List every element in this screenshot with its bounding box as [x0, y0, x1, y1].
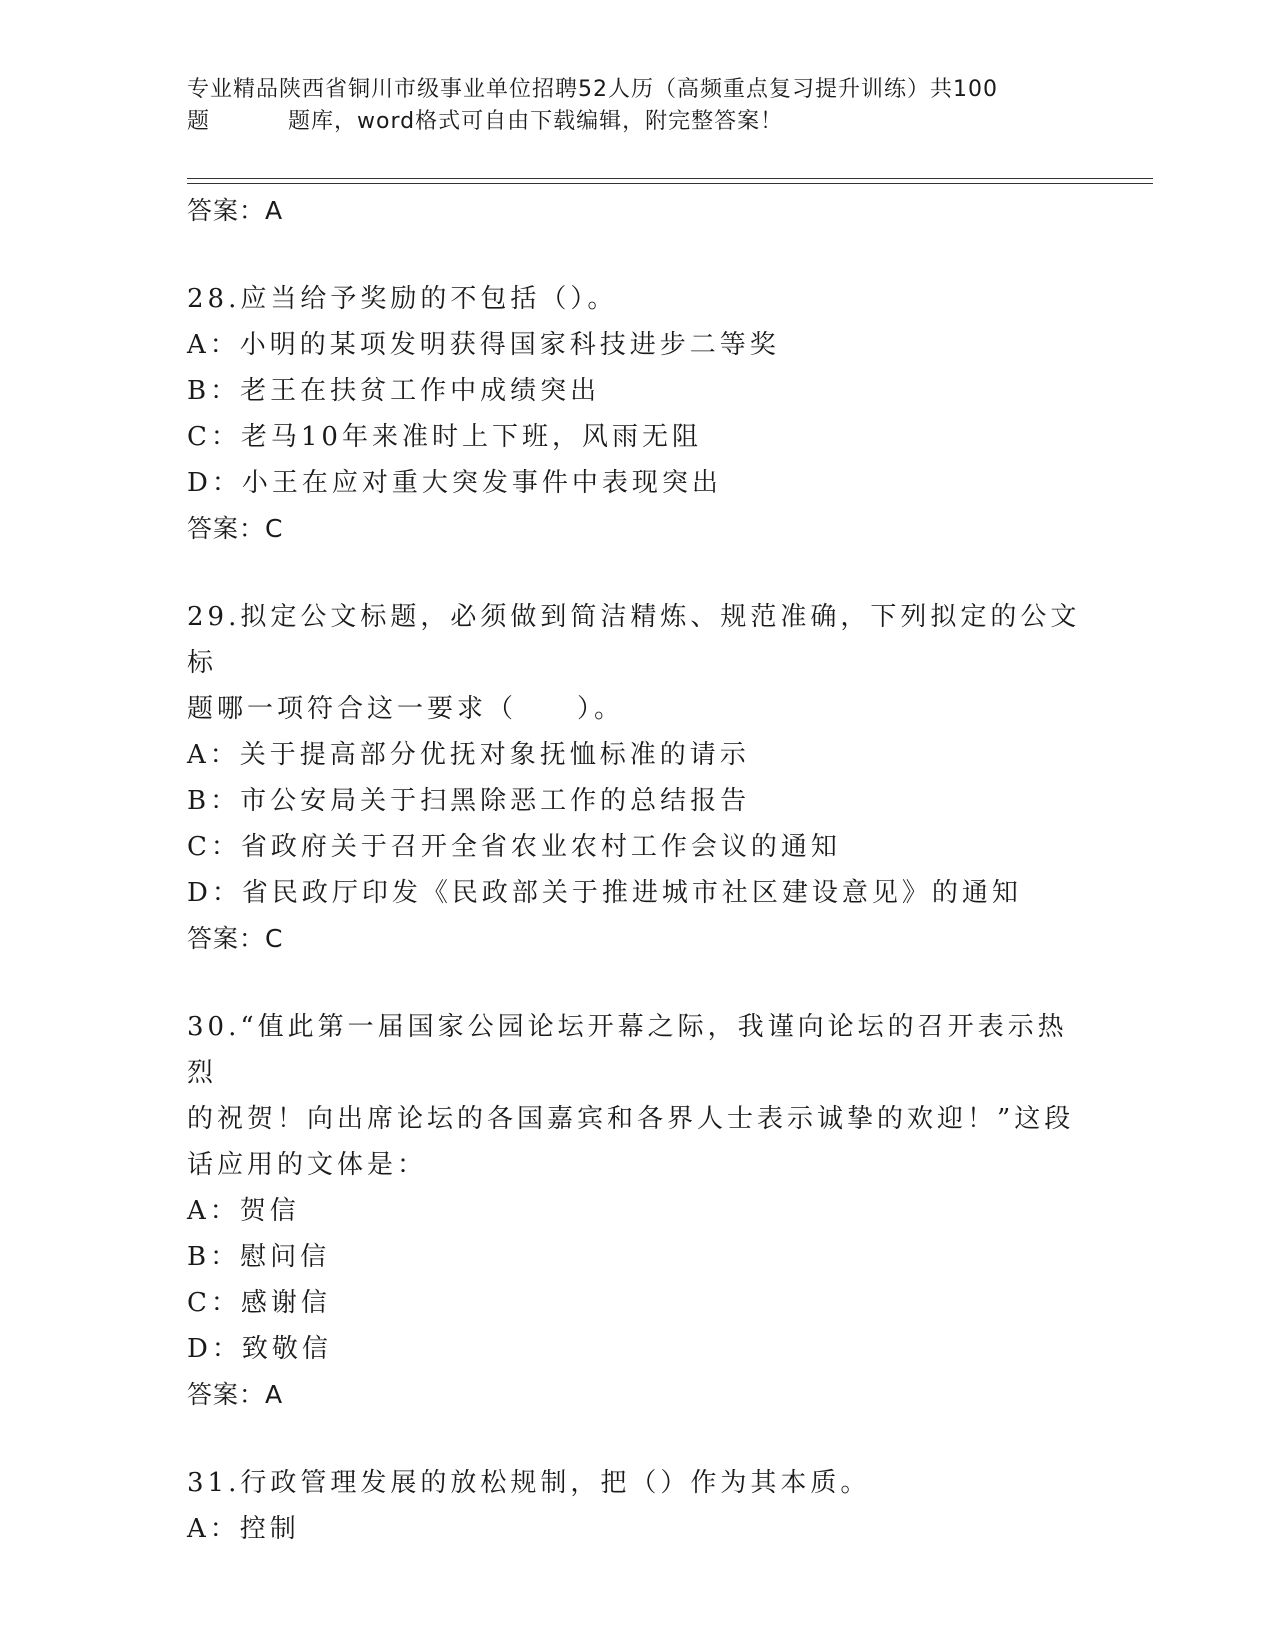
- option-d: D：小王在应对重大突发事件中表现突出: [187, 468, 722, 498]
- question-29: [187, 594, 1087, 732]
- option-a: A：小明的某项发明获得国家科技进步二等奖: [187, 330, 780, 360]
- question-28: [187, 276, 1087, 322]
- option-c: C：老马10年来准时上下班，风雨无阻: [187, 422, 702, 452]
- question-text: 话应用的文体是：: [187, 1150, 428, 1180]
- option-a: A：贺信: [187, 1196, 300, 1226]
- option-d: D：致敬信: [187, 1334, 332, 1364]
- option-b: B：慰问信: [187, 1242, 331, 1272]
- option-a: A：关于提高部分优抚对象抚恤标准的请示: [187, 740, 750, 770]
- question-30: [187, 1004, 1087, 1188]
- header-divider-bottom: [187, 183, 1153, 184]
- question-text: 29.拟定公文标题，必须做到简洁精炼、规范准确，下列拟定的公文标: [187, 602, 1081, 678]
- option-a: A：控制: [187, 1514, 300, 1544]
- option-b: B：市公安局关于扫黑除恶工作的总结报告: [187, 786, 751, 816]
- option-c: C：省政府关于召开全省农业农村工作会议的通知: [187, 832, 841, 862]
- question-text: 的祝贺！向出席论坛的各国嘉宾和各界人士表示诚挚的欢迎！”这段: [187, 1104, 1075, 1134]
- header-line-2: [187, 106, 1087, 138]
- question-text: 31.行政管理发展的放松规制，把（）作为其本质。: [187, 1468, 871, 1498]
- option-c: C：感谢信: [187, 1288, 331, 1318]
- answer-line: 答案：C: [187, 924, 284, 953]
- answer-line: 答案：A: [187, 196, 284, 225]
- header-line-2-right: 题库，word格式可自由下载编辑，附完整答案！: [288, 109, 784, 134]
- option-b: B：老王在扶贫工作中成绩突出: [187, 376, 601, 406]
- header-divider-top: [187, 178, 1153, 179]
- header-line-1: 专业精品陕西省铜川市级事业单位招聘52人历（高频重点复习提升训练）共100: [187, 77, 998, 102]
- document-header: [187, 74, 1087, 138]
- question-text: 30.“值此第一届国家公园论坛开幕之际，我谨向论坛的召开表示热烈: [187, 1012, 1068, 1088]
- answer-line: 答案：A: [187, 1380, 284, 1409]
- question-text: 28.应当给予奖励的不包括（）。: [187, 284, 618, 314]
- question-text: 题哪一项符合这一要求（ ）。: [187, 694, 625, 724]
- question-list: [187, 188, 1087, 1552]
- option-d: D：省民政厅印发《民政部关于推进城市社区建设意见》的通知: [187, 878, 1022, 908]
- answer-line: 答案：C: [187, 514, 284, 543]
- header-line-2-left: 题: [187, 109, 211, 134]
- question-31: [187, 1460, 1087, 1506]
